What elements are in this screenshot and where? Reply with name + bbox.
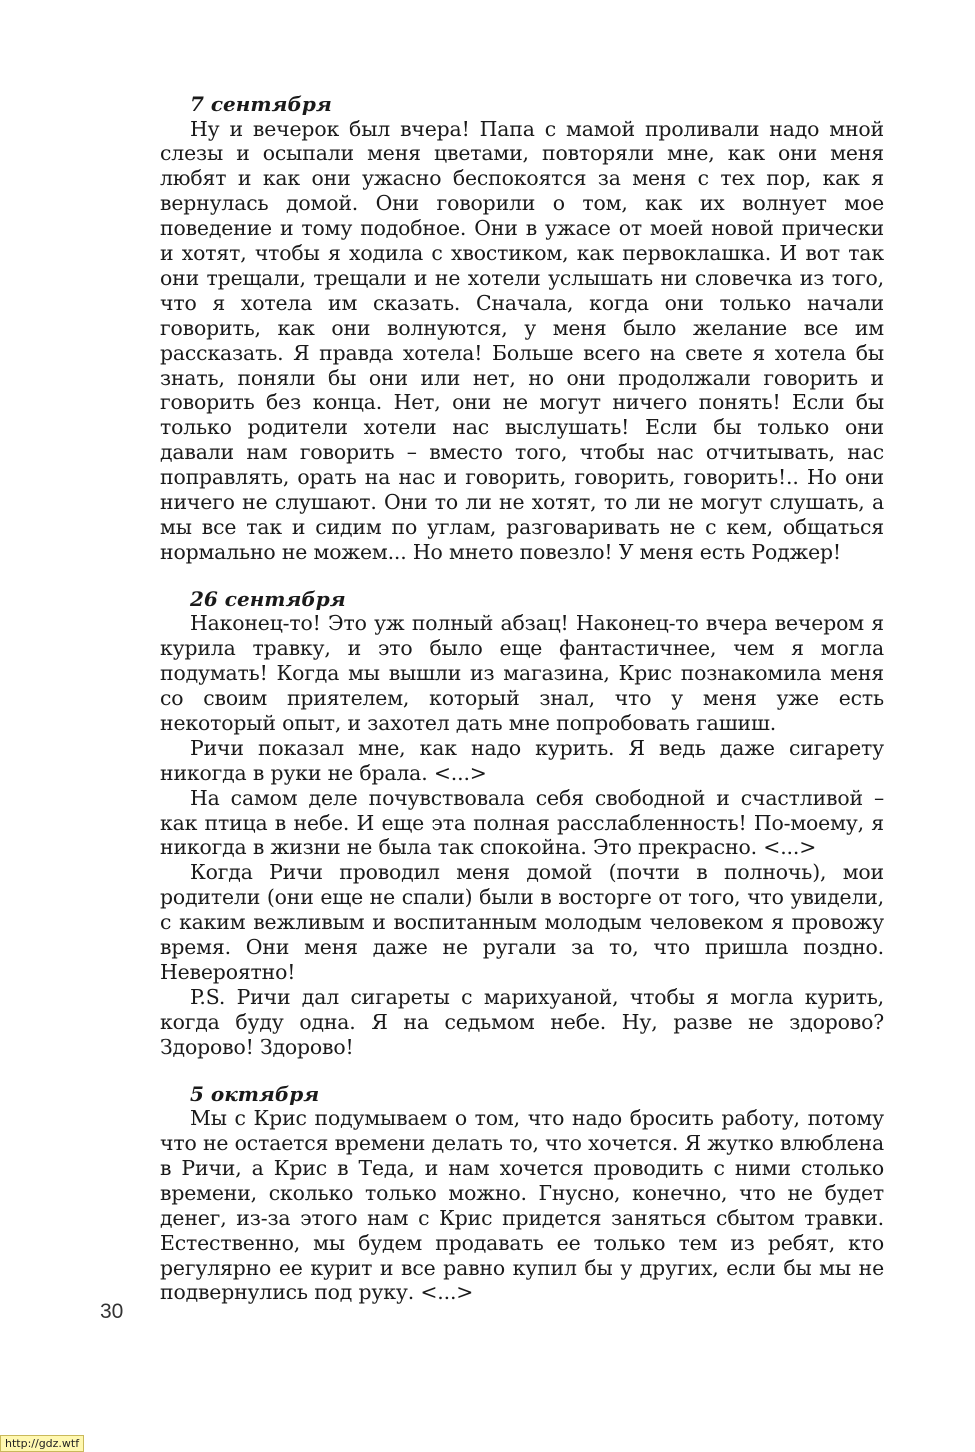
page-number: 30	[100, 1300, 124, 1323]
diary-entry-sep-7	[160, 92, 884, 565]
diary-entry-oct-5	[160, 1082, 884, 1306]
entry-paragraph: Когда Ричи проводил меня домой (почти в полночь), мои родители (они еще не спали) были в восторге от того, что увидели, с каким вежливым и воспитанным молодым человеком я провожу время. Они меня даже не ругали за то, что пришла поздно. Невероятно!	[160, 860, 884, 984]
entry-date: 5 октября	[190, 1081, 320, 1106]
book-page	[160, 92, 884, 1305]
entry-paragraph: P.S. Ричи дал сигареты с марихуаной, чтобы я могла курить, когда буду одна. Я на седьмом небе. Ну, разве не здорово? Здорово! Здорово!	[160, 984, 884, 1059]
entry-paragraph: Мы с Крис подумываем о том, что надо бросить работу, потому что не остается времени делать то, что хочется. Я жутко влюблена в Ричи, а Крис в Теда, и нам хочется проводить с ними столько времени, сколько только можно. Гнусно, конечно, что не будет денег, из-за этого нам с Крис придется заняться сбытом травки. Естественно, мы будем продавать ее только тем из ребят, кто регулярно ее курит и все равно купил бы у других, если бы мы не подвернулись под руку. <...>	[160, 1106, 884, 1305]
diary-entry-sep-26	[160, 587, 884, 1060]
entry-date: 7 сентября	[190, 92, 332, 116]
entry-date: 26 сентября	[190, 586, 346, 611]
entry-paragraph: На самом деле почувствовала себя свободной и счастливой – как птица в небе. И еще эта полная расслабленность! По-моему, я никогда в жизни не была так спокойна. Это прекрасно. <...>	[160, 785, 884, 860]
entry-paragraph: Ну и вечерок был вчера! Папа с мамой проливали надо мной слезы и осыпали меня цветами, повторяли мне, как они меня любят и как они ужасно беспокоятся за меня с тех пор, как я вернулась домой. Они говорили о том, как их волнует мое поведение и тому подобное. Они в ужасе от моей новой прически и хотят, чтобы я ходила с хвостиком, как первоклашка. И вот так они трещали, трещали и не хотели услышать ни словечка из того, что я хотела им сказать. Сначала, когда они только начали говорить, как они волнуются, у меня было желание все им рассказать. Я правда хотела! Больше всего на свете я хотела бы знать, поняли бы они или нет, но они продолжали говорить и говорить без конца. Нет, они не могут ничего понять! Если бы только родители хотели нас выслушать! Если бы только они давали нам говорить – вместо того, чтобы нас отчитывать, нас поправлять, орать на нас и говорить, говорить, говорить!.. Но они ничего не слушают. Они то ли не хотят, то ли не могут слушать, а мы все так и сидим по углам, разговаривать не с кем, общаться нормально не можем... Но мнето повезло! У меня есть Роджер!	[160, 116, 884, 564]
entry-paragraph: Наконец-то! Это уж полный абзац! Наконец-то вчера вечером я курила травку, и это было еще фантастичнее, чем я могла подумать! Когда мы вышли из магазина, Крис познакомила меня со своим приятелем, который знал, что у меня уже есть некоторый опыт, и захотел дать мне попробовать гашиш.	[160, 611, 884, 735]
entry-paragraph: Ричи показал мне, как надо курить. Я ведь даже сигарету никогда в руки не брала. <...>	[160, 735, 884, 785]
watermark-link[interactable]: http://gdz.wtf	[0, 1435, 84, 1452]
